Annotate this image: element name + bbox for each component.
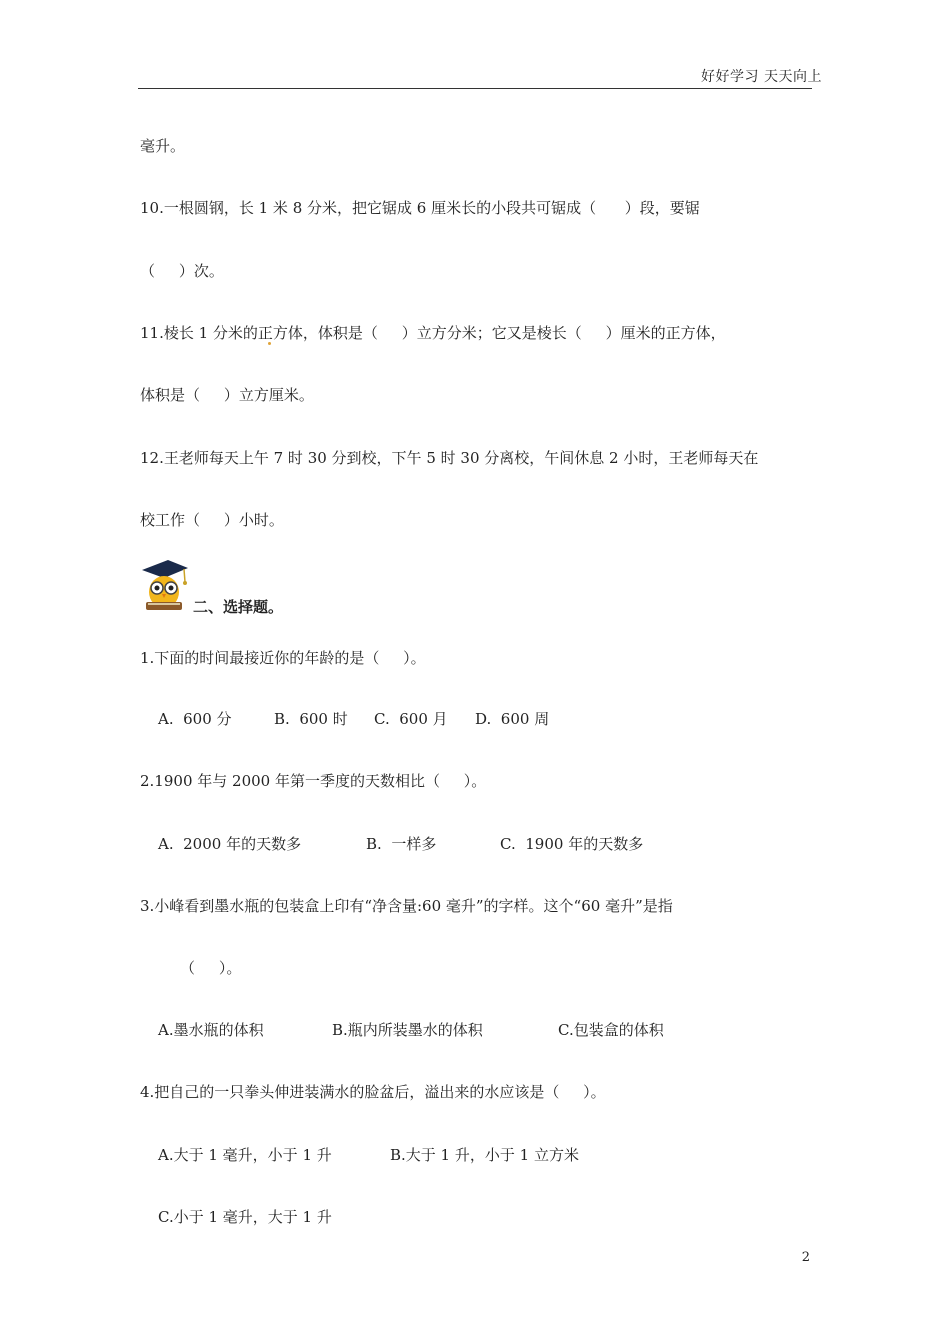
option-3a: A.墨水瓶的体积 [158, 1021, 264, 1039]
question-1: 1.下面的时间最接近你的年龄的是（ ）。 [140, 649, 426, 667]
option-2c: C. 1900 年的天数多 [500, 835, 644, 853]
decorative-dot [268, 342, 271, 345]
question-2: 2.1900 年与 2000 年第一季度的天数相比（ ）。 [140, 772, 487, 790]
question-10-line-2: （ ）次。 [140, 262, 224, 280]
page-number: 2 [801, 1250, 810, 1265]
question-11-line-2: 体积是（ ）立方厘米。 [140, 386, 314, 404]
question-10-line-1: 10.一根圆钢，长 1 米 8 分米，把它锯成 6 厘米长的小段共可锯成（ ）段，要锯 [140, 199, 700, 217]
header-rule [138, 88, 812, 89]
option-4b: B.大于 1 升，小于 1 立方米 [390, 1146, 579, 1164]
question-4: 4.把自己的一只拳头伸进装满水的脸盆后，溢出来的水应该是（ ）。 [140, 1083, 606, 1101]
option-2b: B. 一样多 [366, 835, 437, 853]
option-2a: A. 2000 年的天数多 [158, 835, 302, 853]
option-1c: C. 600 月 [374, 710, 448, 728]
page-header-motto: 好好学习 天天向上 [701, 69, 822, 85]
question-12-line-2: 校工作（ ）小时。 [140, 511, 284, 529]
question-3-line-1: 3.小峰看到墨水瓶的包装盒上印有“净含量:60 毫升”的字样。这个“60 毫升”是指 [140, 897, 673, 915]
option-3c: C.包装盒的体积 [558, 1021, 664, 1039]
question-3-line-2: （ ）。 [180, 959, 242, 977]
owl-graduate-icon [138, 556, 190, 614]
option-3b: B.瓶内所装墨水的体积 [332, 1021, 483, 1039]
option-1a: A. 600 分 [158, 710, 232, 728]
section-title: 二、选择题。 [193, 598, 284, 616]
option-4a: A.大于 1 毫升，小于 1 升 [158, 1146, 332, 1164]
option-4c: C.小于 1 毫升，大于 1 升 [158, 1208, 332, 1226]
question-11-line-1: 11.棱长 1 分米的正方体，体积是（ ）立方分米；它又是棱长（ ）厘米的正方体， [140, 324, 726, 342]
text-line: 毫升。 [140, 137, 186, 155]
option-1b: B. 600 时 [274, 710, 348, 728]
option-1d: D. 600 周 [475, 710, 550, 728]
question-12-line-1: 12.王老师每天上午 7 时 30 分到校，下午 5 时 30 分离校，午间休息 2 小时，王老师每天在 [140, 449, 759, 467]
